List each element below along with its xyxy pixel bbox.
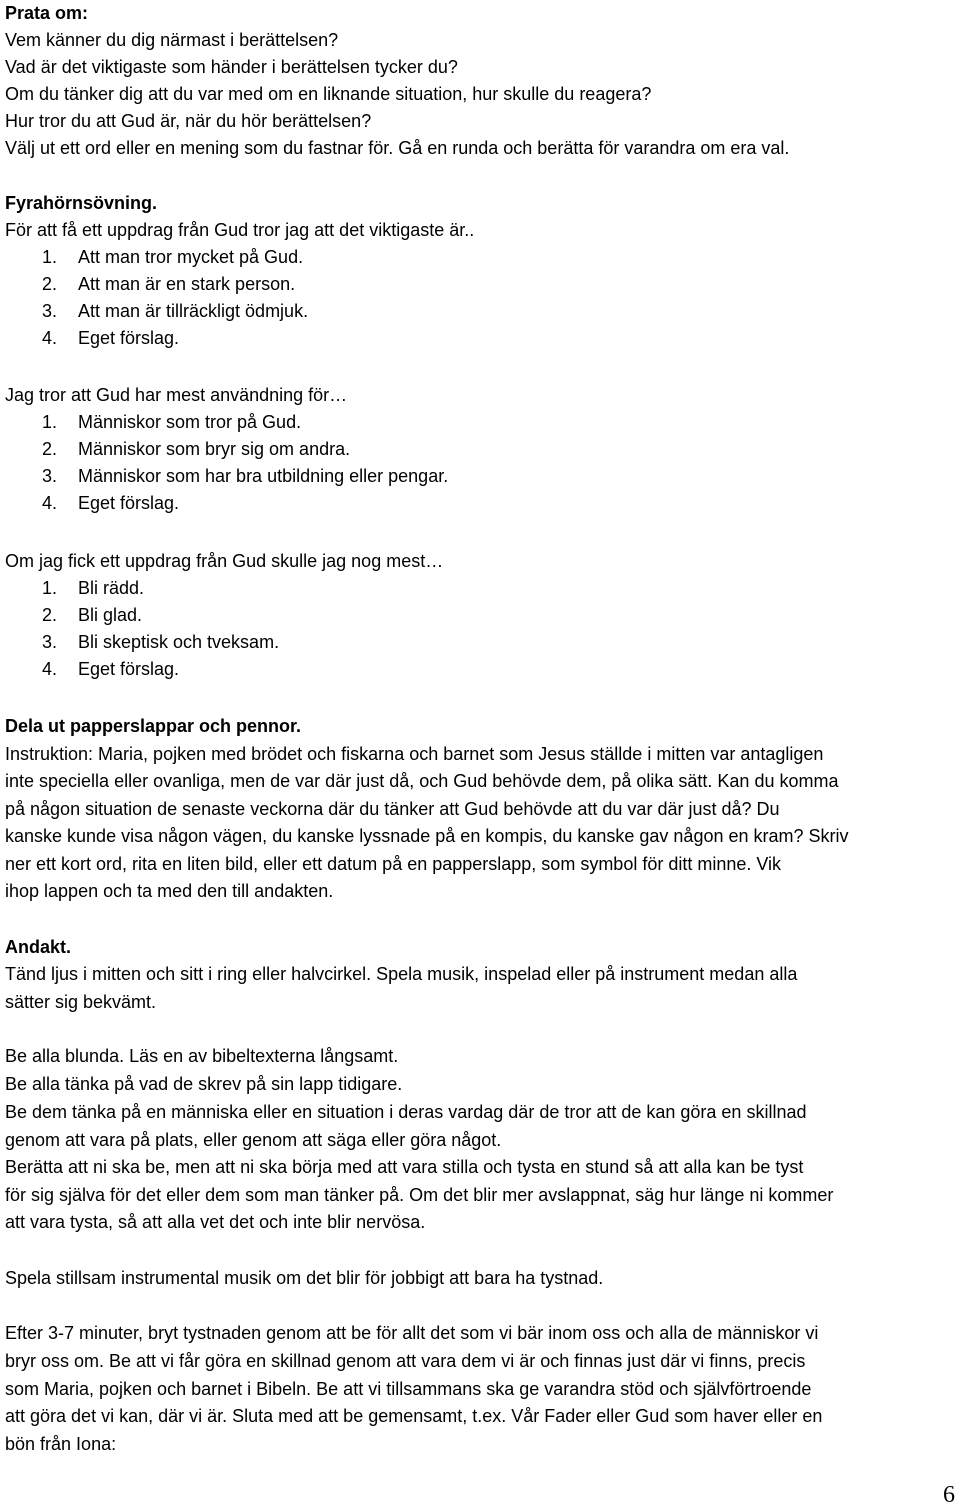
- list-number: 1.: [42, 412, 58, 432]
- list-text: Eget förslag.: [78, 493, 180, 513]
- andakt-step-line: att vara tysta, så att alla vet det och inte blir nervösa.: [5, 1212, 426, 1232]
- list-number: 4.: [42, 493, 58, 513]
- list-text: Att man tror mycket på Gud.: [78, 247, 304, 267]
- andakt-music-line: Spela stillsam instrumental musik om det blir för jobbigt att bara ha tystnad.: [5, 1268, 604, 1288]
- andakt-step-line: Be alla blunda. Läs en av bibeltexterna långsamt.: [5, 1046, 399, 1066]
- list-text: Bli rädd.: [78, 578, 145, 598]
- list-text: Människor som har bra utbildning eller pengar.: [78, 466, 449, 486]
- andakt-closing-line: som Maria, pojken och barnet i Bibeln. Be att vi tillsammans ska ge varandra stöd och självförtroende: [5, 1379, 812, 1399]
- list-text: Att man är en stark person.: [78, 274, 296, 294]
- list-number: 3.: [42, 301, 58, 321]
- list-text: Människor som bryr sig om andra.: [78, 439, 351, 459]
- page-number: 6: [943, 1482, 955, 1508]
- list-text: Eget förslag.: [78, 659, 180, 679]
- dela-line: kanske kunde visa någon vägen, du kanske lyssnade på en kompis, du kanske gav någon en kram? Skriv: [5, 826, 849, 846]
- list-number: 3.: [42, 632, 58, 652]
- prata-line: Om du tänker dig att du var med om en liknande situation, hur skulle du reagera?: [5, 84, 652, 104]
- list-number: 2.: [42, 605, 58, 625]
- fyrahorn-heading: Fyrahörnsövning.: [5, 193, 158, 213]
- dela-line: ner ett kort ord, rita en liten bild, eller ett datum på en papperslapp, som symbol för ditt minne. Vik: [5, 854, 782, 874]
- andakt-step-line: Be dem tänka på en människa eller en situation i deras vardag där de tror att de kan göra en skillnad: [5, 1102, 807, 1122]
- list-number: 2.: [42, 274, 58, 294]
- andakt-step-line: genom att vara på plats, eller genom att säga eller göra något.: [5, 1130, 502, 1150]
- list-number: 4.: [42, 659, 58, 679]
- andakt-closing-line: bön från Iona:: [5, 1434, 117, 1454]
- question-intro: Om jag fick ett uppdrag från Gud skulle jag nog mest…: [5, 551, 444, 571]
- prata-line: Välj ut ett ord eller en mening som du fastnar för. Gå en runda och berätta för varandra om era val.: [5, 138, 790, 158]
- andakt-closing-line: att göra det vi kan, där vi är. Sluta med att be gemensamt, t.ex. Vår Fader eller Gud som haver eller en: [5, 1406, 823, 1426]
- dela-line: ihop lappen och ta med den till andakten.: [5, 881, 334, 901]
- list-text: Bli skeptisk och tveksam.: [78, 632, 280, 652]
- question-intro: Jag tror att Gud har mest användning för…: [5, 385, 348, 405]
- list-text: Människor som tror på Gud.: [78, 412, 302, 432]
- list-number: 1.: [42, 578, 58, 598]
- list-text: Eget förslag.: [78, 328, 180, 348]
- prata-line: Hur tror du att Gud är, när du hör berättelsen?: [5, 111, 372, 131]
- prata-line: Vad är det viktigaste som händer i berättelsen tycker du?: [5, 57, 458, 77]
- dela-line: Instruktion: Maria, pojken med brödet och fiskarna och barnet som Jesus ställde i mitten var antagligen: [5, 744, 824, 764]
- list-number: 3.: [42, 466, 58, 486]
- list-text: Bli glad.: [78, 605, 143, 625]
- question-intro: För att få ett uppdrag från Gud tror jag att det viktigaste är..: [5, 220, 475, 240]
- andakt-step-line: Berätta att ni ska be, men att ni ska börja med att vara stilla och tysta en stund så att alla kan be tyst: [5, 1157, 804, 1177]
- dela-line: på någon situation de senaste veckorna där du tänker att Gud behövde att du var där just då? Du: [5, 799, 780, 819]
- andakt-step-line: Be alla tänka på vad de skrev på sin lapp tidigare.: [5, 1074, 403, 1094]
- prata-heading: Prata om:: [5, 3, 89, 23]
- list-number: 2.: [42, 439, 58, 459]
- andakt-heading: Andakt.: [5, 937, 72, 957]
- andakt-intro-line: sätter sig bekvämt.: [5, 992, 157, 1012]
- andakt-closing-line: Efter 3-7 minuter, bryt tystnaden genom att be för allt det som vi bär inom oss och alla de människor vi: [5, 1323, 819, 1343]
- andakt-step-line: för sig själva för det eller dem som man tänker på. Om det blir mer avslappnat, säg hur länge ni kommer: [5, 1185, 834, 1205]
- andakt-intro-line: Tänd ljus i mitten och sitt i ring eller halvcirkel. Spela musik, inspelad eller på instrument medan alla: [5, 964, 798, 984]
- list-number: 4.: [42, 328, 58, 348]
- prata-line: Vem känner du dig närmast i berättelsen?: [5, 30, 339, 50]
- list-text: Att man är tillräckligt ödmjuk.: [78, 301, 309, 321]
- andakt-closing-line: bryr oss om. Be att vi får göra en skillnad genom att vara dem vi är och finnas just där vi finns, precis: [5, 1351, 806, 1371]
- dela-line: inte speciella eller ovanliga, men de var där just då, och Gud behövde dem, på olika sätt. Kan du komma: [5, 771, 839, 791]
- list-number: 1.: [42, 247, 58, 267]
- dela-heading: Dela ut papperslappar och pennor.: [5, 716, 302, 736]
